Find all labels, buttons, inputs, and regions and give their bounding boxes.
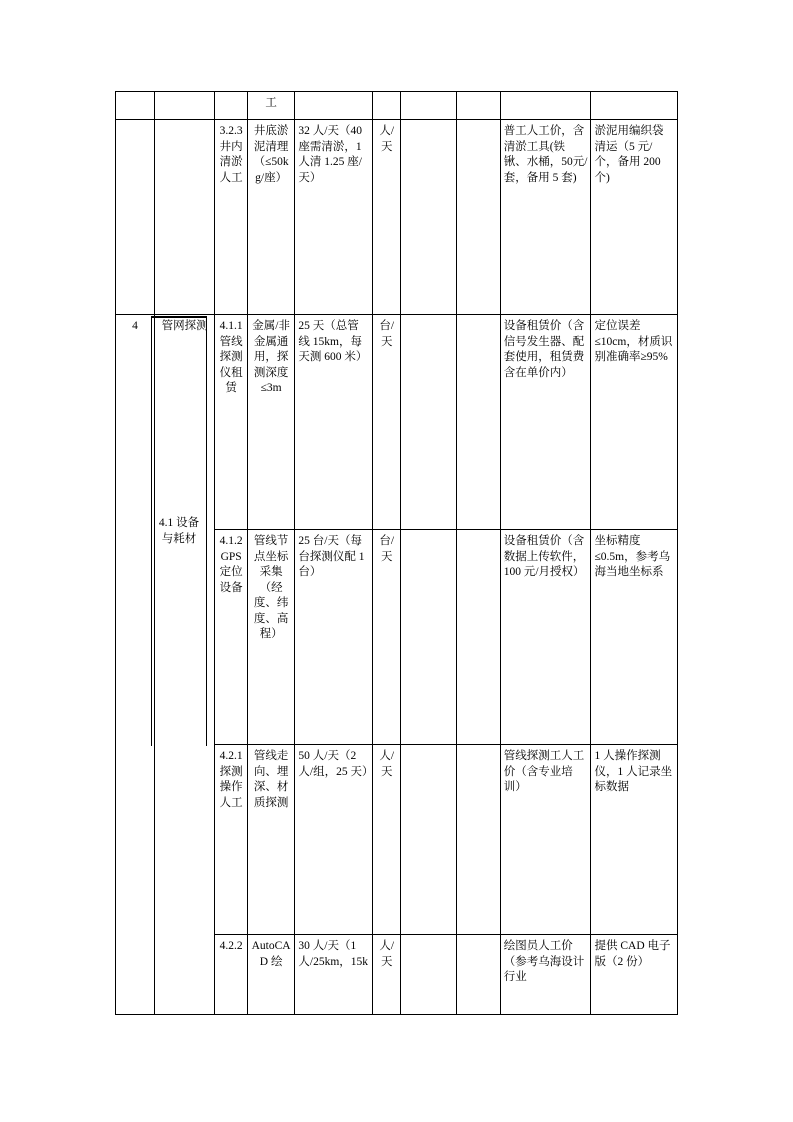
cell-unit: 人/天 xyxy=(373,120,401,315)
cell-num xyxy=(116,92,155,120)
cell-note: 绘图员人工价（参考乌海设计行业 xyxy=(500,935,591,1015)
cell-num xyxy=(116,120,155,315)
cell-remark: 淤泥用编织袋清运（5 元/个，备用 200 个) xyxy=(591,120,678,315)
table-row xyxy=(116,92,678,120)
cell-note xyxy=(500,92,591,120)
cell-code: 4.2.2 xyxy=(215,935,247,1015)
cell-blank2 xyxy=(457,92,500,120)
cell-code: 4.1.1 管线探测仪租赁 xyxy=(215,315,247,530)
cell-note: 管线探测工人工价（含专业培训） xyxy=(500,745,591,935)
cell-item: AutoCAD 绘 xyxy=(247,935,295,1015)
cell-remark: 坐标精度≤0.5m，参考乌海当地坐标系 xyxy=(591,530,678,745)
cell-blank2 xyxy=(457,935,500,1015)
cell-item: 管线走向、埋深、材质探测 xyxy=(247,745,295,935)
cell-code: 4.2.1 探测操作人工 xyxy=(215,745,247,935)
cell-item: 工 xyxy=(247,92,295,120)
cell-blank1 xyxy=(401,315,457,530)
cell-remark: 定位误差≤10cm，材质识别准确率≥95% xyxy=(591,315,678,530)
cell-efficiency: 25 台/天（每台探测仪配 1 台） xyxy=(295,530,373,745)
cell-code: 3.2.3 井内清淤人工 xyxy=(215,120,247,315)
cell-code xyxy=(215,92,247,120)
cell-group-num: 4 xyxy=(116,315,155,1015)
cell-unit xyxy=(373,92,401,120)
cell-efficiency: 32 人/天（40 座需清淤，1 人清 1.25 座/天） xyxy=(295,120,373,315)
cell-item: 管线节点坐标采集（经度、纬度、高程） xyxy=(247,530,295,745)
cell-blank1 xyxy=(401,120,457,315)
cell-blank2 xyxy=(457,315,500,530)
cell-group-category: 管网探测 xyxy=(154,315,215,1015)
cell-note: 设备租赁价（含信号发生器、配套使用，租赁费含在单价内） xyxy=(500,315,591,530)
cell-category xyxy=(154,92,215,120)
table-row xyxy=(116,120,678,315)
cell-unit: 人/天 xyxy=(373,935,401,1015)
cell-blank1 xyxy=(401,92,457,120)
cell-note: 设备租赁价（含数据上传软件，100 元/月授权） xyxy=(500,530,591,745)
cell-blank2 xyxy=(457,530,500,745)
cell-code: 4.1.2 GPS 定位设备 xyxy=(215,530,247,745)
cell-category xyxy=(154,120,215,315)
cell-item: 金属/非金属通用，探测深度≤3m xyxy=(247,315,295,530)
cell-remark: 1 人操作探测仪，1 人记录坐标数据 xyxy=(591,745,678,935)
cell-blank1 xyxy=(401,745,457,935)
cell-remark xyxy=(591,92,678,120)
cell-remark: 提供 CAD 电子版（2 份） xyxy=(591,935,678,1015)
cell-blank1 xyxy=(401,530,457,745)
cell-blank1 xyxy=(401,935,457,1015)
subgroup-4-1-text: 4.1 设备与耗材 xyxy=(158,517,200,545)
cell-item: 井底淤泥清理（≤50kg/座） xyxy=(247,120,295,315)
cell-efficiency: 50 人/天（2 人/组，25 天） xyxy=(295,745,373,935)
cell-unit: 台/天 xyxy=(373,315,401,530)
cell-subgroup-4-1-label xyxy=(151,316,207,746)
cell-unit: 台/天 xyxy=(373,530,401,745)
cell-blank2 xyxy=(457,120,500,315)
cell-blank2 xyxy=(457,745,500,935)
cell-efficiency xyxy=(295,92,373,120)
cell-efficiency: 30 人/天（1 人/25km，15k xyxy=(295,935,373,1015)
cell-efficiency: 25 天（总管线 15km，每天测 600 米） xyxy=(295,315,373,530)
cell-unit: 人/天 xyxy=(373,745,401,935)
cell-note: 普工人工价，含清淤工具(铁锹、水桶，50元/套，备用 5 套) xyxy=(500,120,591,315)
